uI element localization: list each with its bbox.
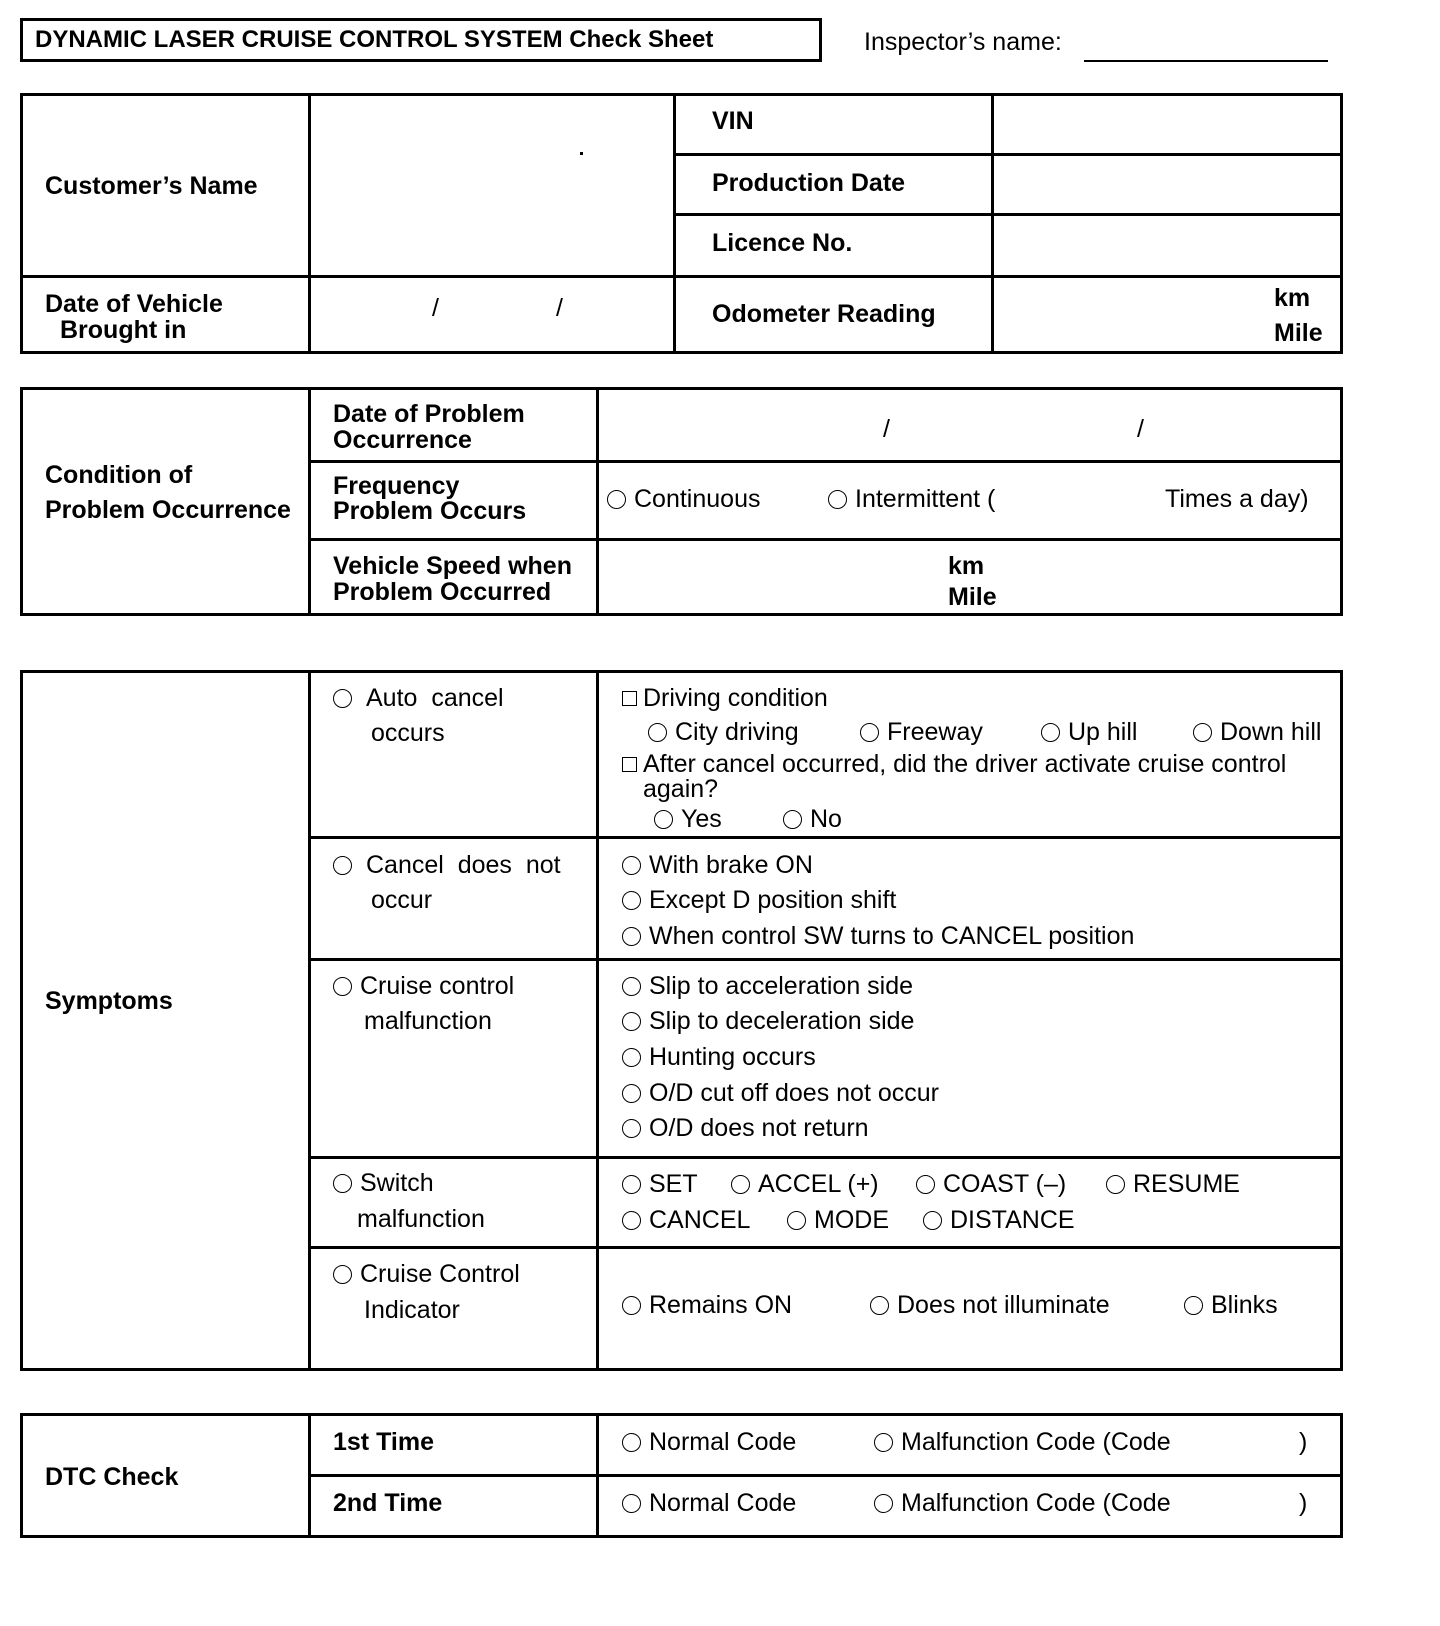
frequency-continuous-option[interactable]: Continuous [607,486,760,512]
dtc-2nd-normal-option[interactable]: Normal Code [622,1490,796,1516]
driving-option-freeway[interactable]: Freeway [860,719,983,745]
stray-dot [580,152,583,155]
dtc-section-label: DTC Check [45,1463,179,1491]
radio-icon[interactable] [622,1119,641,1138]
radio-icon[interactable] [1184,1296,1203,1315]
dtc-1st-code-field[interactable] [1200,1422,1295,1462]
licence-no-label: Licence No. [712,229,853,257]
divider [308,836,1343,839]
auto-cancel-option[interactable]: Auto cancel [333,685,504,711]
reactivate-yes-option[interactable]: Yes [654,806,722,832]
radio-icon[interactable] [622,1012,641,1031]
radio-icon[interactable] [333,856,352,875]
date-separator: / [1137,415,1144,443]
divider [308,670,311,1371]
divider [308,1156,1343,1159]
cruise-malfunction-label-line2: malfunction [364,1007,492,1035]
inspector-name-field[interactable] [1084,30,1328,62]
radio-icon[interactable] [731,1175,750,1194]
radio-icon[interactable] [622,1494,641,1513]
date-brought-in-field[interactable] [312,279,672,351]
indicator-label-line2: Indicator [364,1296,460,1324]
radio-icon[interactable] [622,891,641,910]
odometer-unit-km: km [1274,284,1311,312]
frequency-label-line2: Problem Occurs [333,497,527,525]
divider [308,1246,1343,1249]
switch-option-mode[interactable]: MODE [787,1207,889,1233]
checkbox-icon[interactable] [622,691,637,706]
problem-date-field[interactable] [600,390,1340,459]
radio-icon[interactable] [622,856,641,875]
divider [308,1474,1343,1477]
reactivate-no-option[interactable]: No [783,806,842,832]
divider [673,153,1343,156]
cancel-not-occur-label-line2: occur [371,886,433,914]
radio-icon[interactable] [923,1211,942,1230]
speed-unit-mile: Mile [948,583,997,611]
dtc-row-label: 2nd Time [333,1489,443,1517]
radio-icon[interactable] [870,1296,889,1315]
radio-icon[interactable] [622,1433,641,1452]
switch-option-set[interactable]: SET [622,1171,698,1197]
date-brought-in-label-line1: Date of Vehicle [45,290,223,318]
radio-icon[interactable] [622,927,641,946]
cancel-not-occur-option[interactable]: Cancel does not [333,852,561,878]
cancel-option-except-d[interactable]: Except D position shift [622,887,896,913]
dtc-1st-normal-option[interactable]: Normal Code [622,1429,796,1455]
radio-icon[interactable] [654,810,673,829]
speed-label-line2: Problem Occurred [333,578,552,606]
radio-icon[interactable] [1106,1175,1125,1194]
cruise-malfunction-option[interactable]: Cruise control [333,973,514,999]
driving-option-uphill[interactable]: Up hill [1041,719,1137,745]
indicator-option[interactable]: Cruise Control [333,1261,520,1287]
vin-label: VIN [712,107,754,135]
vin-field[interactable] [995,96,1339,152]
speed-unit-km: km [948,552,985,580]
production-date-label: Production Date [712,169,906,197]
sheet-title: DYNAMIC LASER CRUISE CONTROL SYSTEM Check Sheet [20,18,822,62]
radio-icon[interactable] [622,1211,641,1230]
condition-section-label-line2: Problem Occurrence [45,496,291,524]
driving-option-city[interactable]: City driving [648,719,799,745]
indicator-option-blinks[interactable]: Blinks [1184,1292,1278,1318]
dtc-close-paren: ) [1299,1489,1308,1517]
divider [20,275,1343,278]
radio-icon[interactable] [648,723,667,742]
radio-icon[interactable] [333,977,352,996]
odometer-unit-mile: Mile [1274,319,1323,347]
divider [596,670,599,1371]
radio-icon[interactable] [860,723,879,742]
malfunction-option-decel-slip[interactable]: Slip to deceleration side [622,1008,914,1034]
radio-icon[interactable] [607,490,626,509]
divider [596,387,599,616]
malfunction-option-od-return[interactable]: O/D does not return [622,1115,869,1141]
date-separator: / [883,415,890,443]
radio-icon[interactable] [787,1211,806,1230]
malfunction-option-od-cutoff[interactable]: O/D cut off does not occur [622,1080,939,1106]
divider [991,93,994,354]
frequency-label-line1: Frequency [333,472,460,500]
times-a-day-label: Times a day) [1165,485,1309,513]
switch-malfunction-label-line2: malfunction [357,1205,485,1233]
malfunction-option-hunting[interactable]: Hunting occurs [622,1044,816,1070]
dtc-1st-malfunction-option[interactable]: Malfunction Code (Code [874,1429,1171,1455]
radio-icon[interactable] [333,689,352,708]
switch-option-coast[interactable]: COAST (–) [916,1171,1066,1197]
problem-date-label-line1: Date of Problem [333,400,525,428]
cancel-option-control-sw[interactable]: When control SW turns to CANCEL position [622,923,1134,949]
divider [308,93,311,354]
radio-icon[interactable] [622,1084,641,1103]
divider [308,958,1343,961]
checkbox-icon[interactable] [622,757,637,772]
radio-icon[interactable] [828,490,847,509]
times-a-day-field[interactable] [1015,478,1155,518]
switch-malfunction-option[interactable]: Switch [333,1170,434,1196]
divider [308,538,1343,541]
inspector-name-label: Inspector’s name: [864,28,1062,56]
cancel-option-brake[interactable]: With brake ON [622,852,813,878]
radio-icon[interactable] [622,1175,641,1194]
switch-option-cancel[interactable]: CANCEL [622,1207,750,1233]
date-brought-in-label-line2: Brought in [60,316,187,344]
speed-label-line1: Vehicle Speed when [333,552,572,580]
date-separator: / [432,294,439,322]
condition-section-label-line1: Condition of [45,461,193,489]
date-separator: / [556,294,563,322]
licence-no-field[interactable] [995,217,1339,274]
divider [308,387,311,616]
customer-name-field[interactable] [312,96,672,274]
dtc-2nd-malfunction-option[interactable]: Malfunction Code (Code [874,1490,1171,1516]
radio-icon[interactable] [1041,723,1060,742]
production-date-field[interactable] [995,157,1339,212]
radio-icon[interactable] [622,977,641,996]
radio-icon[interactable] [874,1433,893,1452]
switch-option-resume[interactable]: RESUME [1106,1171,1240,1197]
radio-icon[interactable] [333,1174,352,1193]
dtc-2nd-code-field[interactable] [1200,1483,1295,1523]
radio-icon[interactable] [916,1175,935,1194]
indicator-option-remains-on[interactable]: Remains ON [622,1292,792,1318]
dtc-row-label: 1st Time [333,1428,434,1456]
frequency-intermittent-option[interactable]: Intermittent ( [828,486,995,512]
radio-icon[interactable] [1193,723,1212,742]
divider [308,460,1343,463]
switch-option-distance[interactable]: DISTANCE [923,1207,1075,1233]
switch-option-accel[interactable]: ACCEL (+) [731,1171,879,1197]
symptoms-section-label: Symptoms [45,987,173,1015]
malfunction-option-accel-slip[interactable]: Slip to acceleration side [622,973,913,999]
odometer-label: Odometer Reading [712,300,936,328]
radio-icon[interactable] [622,1048,641,1067]
problem-date-label-line2: Occurrence [333,426,472,454]
divider [673,213,1343,216]
radio-icon[interactable] [783,810,802,829]
driving-option-downhill[interactable]: Down hill [1193,719,1321,745]
radio-icon[interactable] [333,1265,352,1284]
indicator-option-not-illuminate[interactable]: Does not illuminate [870,1292,1110,1318]
radio-icon[interactable] [622,1296,641,1315]
reactivate-checkbox[interactable]: After cancel occurred, did the driver activate cruise control [622,751,1286,777]
reactivate-question-line2: again? [643,775,719,803]
customer-name-label: Customer’s Name [45,172,258,200]
auto-cancel-label-line2: occurs [371,719,445,747]
radio-icon[interactable] [874,1494,893,1513]
driving-condition-checkbox[interactable]: Driving condition [622,685,828,711]
dtc-close-paren: ) [1299,1428,1308,1456]
divider [673,93,676,354]
